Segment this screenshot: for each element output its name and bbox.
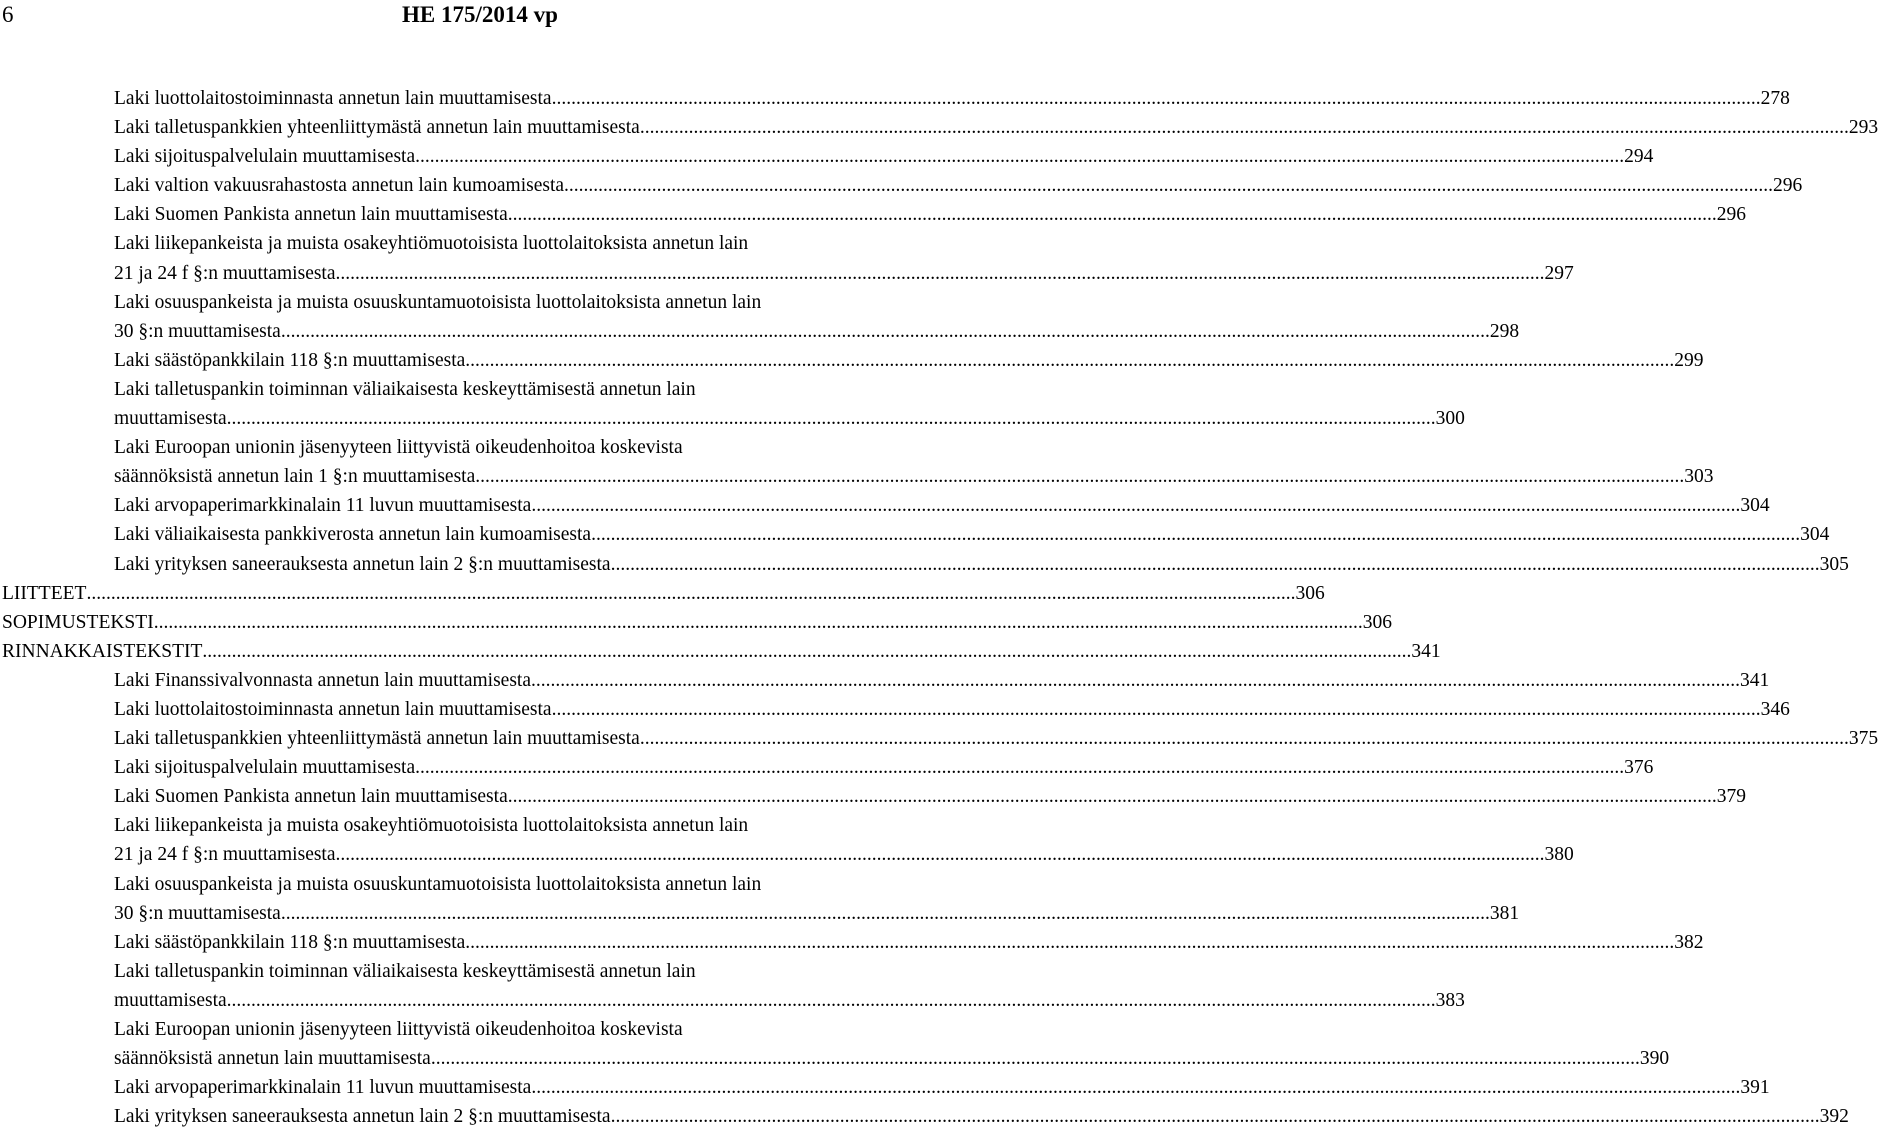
toc-dot-leader bbox=[591, 520, 1800, 549]
toc-page-number: 382 bbox=[1674, 931, 1704, 953]
toc-entry-title: SOPIMUSTEKSTI bbox=[2, 611, 154, 633]
toc-entry-continuation bbox=[0, 433, 956, 462]
toc-entry bbox=[0, 200, 1746, 229]
toc-entry-title: Laki sijoituspalvelulain muuttamisesta bbox=[114, 757, 416, 779]
toc-entry bbox=[0, 171, 1803, 200]
toc-page-number: 297 bbox=[1544, 262, 1574, 284]
toc-entry bbox=[0, 928, 1704, 957]
toc-entry bbox=[0, 840, 1574, 869]
toc-entry-title: Laki luottolaitostoiminnasta annetun lain muuttamisesta bbox=[114, 88, 552, 109]
toc-page-number: 303 bbox=[1684, 466, 1714, 488]
toc-entry-title: Laki Suomen Pankista annetun lain muuttamisesta bbox=[114, 786, 508, 808]
toc-entry bbox=[0, 317, 1520, 346]
toc-entry-title: 21 ja 24 f §:n muuttamisesta bbox=[114, 844, 336, 866]
toc-dot-leader bbox=[281, 317, 1490, 346]
toc-entry-title: Laki sijoituspalvelulain muuttamisesta bbox=[114, 146, 416, 168]
toc-entry bbox=[0, 899, 1520, 928]
toc-entry bbox=[0, 666, 1770, 695]
toc-entry-title: Laki yrityksen saneerauksesta annetun lain 2 §:n muuttamisesta bbox=[114, 1106, 611, 1128]
toc-entry-title: 30 §:n muuttamisesta bbox=[114, 902, 281, 924]
toc-dot-leader bbox=[611, 550, 1820, 579]
toc-dot-leader bbox=[564, 171, 1773, 200]
toc-page-number: 381 bbox=[1489, 902, 1520, 924]
toc-entry bbox=[0, 637, 1441, 666]
toc-dot-leader bbox=[508, 782, 1717, 811]
toc-dot-leader bbox=[336, 259, 1545, 288]
toc-entry-title: LIITTEET bbox=[2, 582, 87, 604]
toc-entry-title: Laki liikepankeista ja muista osakeyhtiömuotoisista luottolaitoksista annetun lain bbox=[114, 233, 749, 255]
toc-dot-leader bbox=[475, 462, 1684, 491]
toc-entry bbox=[0, 113, 1878, 142]
toc-dot-leader bbox=[552, 84, 1761, 113]
toc-dot-leader bbox=[415, 142, 1624, 171]
toc-page-number: 293 bbox=[1848, 117, 1878, 139]
toc-dot-leader bbox=[415, 753, 1624, 782]
toc-page-number: 391 bbox=[1740, 1077, 1770, 1099]
toc-page-number: 294 bbox=[1624, 146, 1654, 168]
toc-entry-continuation bbox=[0, 957, 956, 986]
toc-page-number: 298 bbox=[1489, 320, 1520, 342]
toc-entry-title: Laki talletuspankin toiminnan väliaikaisesta keskeyttämisestä annetun lain bbox=[114, 378, 696, 400]
toc-entry bbox=[0, 753, 1654, 782]
toc-entry-title: Laki säästöpankkilain 118 §:n muuttamisesta bbox=[114, 349, 466, 371]
toc-dot-leader bbox=[86, 579, 1295, 608]
toc-dot-leader bbox=[227, 986, 1436, 1015]
toc-entry-title: Laki talletuspankkien yhteenliittymästä annetun lain muuttamisesta bbox=[114, 728, 640, 750]
toc-entry bbox=[0, 142, 1654, 171]
toc-page-number: 376 bbox=[1624, 757, 1654, 779]
toc-dot-leader bbox=[465, 346, 1674, 375]
toc-dot-leader bbox=[336, 840, 1545, 869]
toc-entry-title: Laki osuuspankeista ja muista osuuskuntamuotoisista luottolaitoksista annetun lain bbox=[114, 291, 762, 313]
toc-entry-title: 21 ja 24 f §:n muuttamisesta bbox=[114, 262, 336, 284]
toc-page-number: 341 bbox=[1411, 640, 1441, 662]
toc-entry-title: Laki valtion vakuusrahastosta annetun lain kumoamisesta bbox=[114, 175, 565, 197]
toc-entry bbox=[0, 520, 1830, 549]
toc-dot-leader bbox=[465, 928, 1674, 957]
toc-entry-title: Laki Euroopan unionin jäsenyyteen liittyvistä oikeudenhoitoa koskevista bbox=[114, 437, 683, 459]
toc-entry bbox=[0, 1044, 1670, 1073]
toc-entry bbox=[0, 1102, 1849, 1131]
toc-entry bbox=[0, 579, 1325, 608]
toc-entry bbox=[0, 259, 1574, 288]
toc-entry-title: Laki Suomen Pankista annetun lain muuttamisesta bbox=[114, 204, 508, 226]
toc-dot-leader bbox=[227, 404, 1436, 433]
toc-entry-title: Laki arvopaperimarkkinalain 11 luvun muuttamisesta bbox=[114, 1077, 532, 1099]
toc-page-number: 306 bbox=[1295, 582, 1325, 604]
toc-dot-leader bbox=[552, 695, 1761, 724]
toc-dot-leader bbox=[202, 637, 1411, 666]
toc-entry-continuation bbox=[0, 811, 956, 840]
toc-dot-leader bbox=[640, 113, 1849, 142]
toc-entry-title: Laki luottolaitostoiminnasta annetun lain muuttamisesta bbox=[114, 698, 552, 720]
toc-dot-leader bbox=[508, 200, 1717, 229]
toc-entry-continuation bbox=[0, 1015, 956, 1044]
toc-entry bbox=[0, 695, 1790, 724]
toc-page-number: 296 bbox=[1773, 175, 1803, 197]
toc-dot-leader bbox=[531, 491, 1740, 520]
toc-page-number: 383 bbox=[1435, 989, 1465, 1011]
toc-dot-leader bbox=[531, 666, 1740, 695]
toc-page-number: 390 bbox=[1639, 1048, 1670, 1070]
toc-entry bbox=[0, 608, 1392, 637]
toc-page-number: 392 bbox=[1819, 1106, 1849, 1128]
toc-page-number: 304 bbox=[1740, 495, 1770, 517]
toc-entry bbox=[0, 986, 1465, 1015]
toc-entry bbox=[0, 404, 1465, 433]
toc-entry-title: Laki Euroopan unionin jäsenyyteen liittyvistä oikeudenhoitoa koskevista bbox=[114, 1019, 683, 1040]
table-of-contents bbox=[0, 84, 1878, 1131]
toc-entry bbox=[0, 782, 1746, 811]
toc-entry bbox=[0, 1073, 1770, 1102]
toc-entry-title: Laki talletuspankkien yhteenliittymästä annetun lain muuttamisesta bbox=[114, 117, 640, 139]
toc-entry bbox=[0, 346, 1704, 375]
toc-entry-title: säännöksistä annetun lain 1 §:n muuttamisesta bbox=[114, 466, 476, 488]
toc-page-number: 306 bbox=[1362, 611, 1392, 633]
toc-entry-continuation bbox=[0, 375, 956, 404]
toc-entry bbox=[0, 84, 1790, 113]
toc-entry-title: muuttamisesta bbox=[114, 989, 227, 1011]
toc-entry bbox=[0, 462, 1714, 491]
toc-entry-title: Laki osuuspankeista ja muista osuuskuntamuotoisista luottolaitoksista annetun lain bbox=[114, 873, 762, 895]
toc-entry bbox=[0, 550, 1849, 579]
toc-page-number: 300 bbox=[1435, 408, 1465, 430]
toc-entry-continuation bbox=[0, 870, 956, 899]
toc-page-number: 278 bbox=[1760, 88, 1790, 109]
toc-dot-leader bbox=[531, 1073, 1740, 1102]
toc-dot-leader bbox=[154, 608, 1363, 637]
toc-page-number: 296 bbox=[1716, 204, 1746, 226]
toc-entry-title: Laki talletuspankin toiminnan väliaikaisesta keskeyttämisestä annetun lain bbox=[114, 960, 696, 982]
toc-entry-title: muuttamisesta bbox=[114, 408, 227, 430]
toc-page-number: 299 bbox=[1674, 349, 1704, 371]
toc-entry-title: Laki säästöpankkilain 118 §:n muuttamisesta bbox=[114, 931, 466, 953]
toc-entry-title: Laki arvopaperimarkkinalain 11 luvun muuttamisesta bbox=[114, 495, 532, 517]
toc-page-number: 380 bbox=[1544, 844, 1574, 866]
toc-entry-title: Laki yrityksen saneerauksesta annetun lain 2 §:n muuttamisesta bbox=[114, 553, 611, 575]
toc-entry-continuation bbox=[0, 229, 956, 258]
toc-dot-leader bbox=[611, 1102, 1820, 1131]
toc-page-number: 346 bbox=[1760, 698, 1790, 720]
toc-page-number: 341 bbox=[1740, 669, 1770, 691]
toc-entry-title: 30 §:n muuttamisesta bbox=[114, 320, 281, 342]
toc-page-number: 304 bbox=[1800, 524, 1830, 546]
toc-page-number: 305 bbox=[1819, 553, 1849, 575]
toc-entry bbox=[0, 724, 1878, 753]
document-id-header: HE 175/2014 vp bbox=[402, 2, 558, 27]
toc-dot-leader bbox=[431, 1044, 1640, 1073]
toc-page-number: 375 bbox=[1848, 728, 1878, 750]
toc-dot-leader bbox=[640, 724, 1849, 753]
page-number: 6 bbox=[2, 2, 14, 27]
toc-entry-title: RINNAKKAISTEKSTIT bbox=[2, 640, 203, 662]
toc-page-number: 379 bbox=[1716, 786, 1746, 808]
toc-entry-title: Laki Finanssivalvonnasta annetun lain muuttamisesta bbox=[114, 669, 532, 691]
toc-entry-title: säännöksistä annetun lain muuttamisesta bbox=[114, 1048, 431, 1070]
toc-entry-title: Laki liikepankeista ja muista osakeyhtiömuotoisista luottolaitoksista annetun lain bbox=[114, 815, 749, 837]
toc-entry bbox=[0, 491, 1770, 520]
toc-entry-continuation bbox=[0, 288, 956, 317]
toc-dot-leader bbox=[281, 899, 1490, 928]
toc-entry-title: Laki väliaikaisesta pankkiverosta annetun lain kumoamisesta bbox=[114, 524, 592, 546]
